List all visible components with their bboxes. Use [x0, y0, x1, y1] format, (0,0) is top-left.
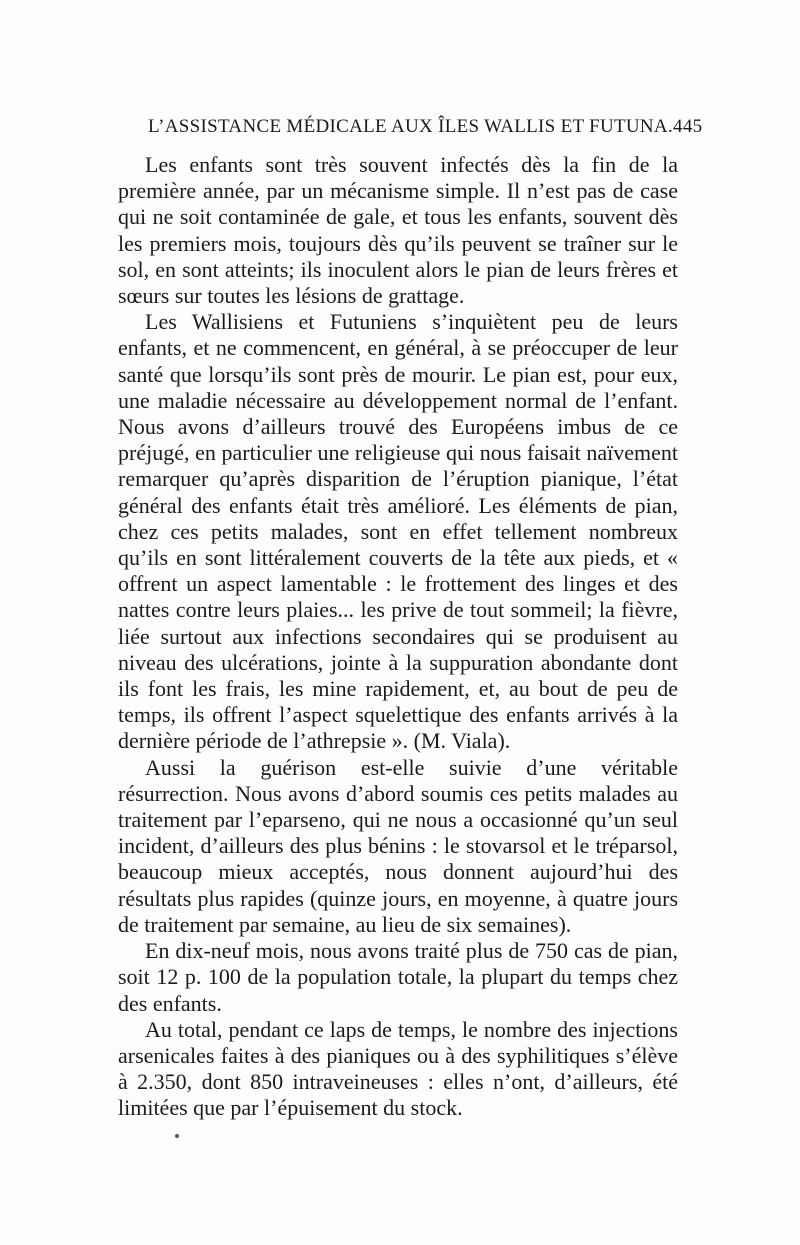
running-title: L’ASSISTANCE MÉDICALE AUX ÎLES WALLIS ET FUTUNA. [148, 116, 674, 137]
paragraph-treatment: Aussi la guérison est-elle suivie d’une véritable résurrection. Nous avons d’abord soumis ces petits malades au traitement par l’eparseno, qui ne nous a occasionné qu’un seul incident, d’ailleurs des plus bénins : le stovarsol et le tréparsol, beaucoup mieux acceptés, nous donnent aujourd’hui des résultats plus rapides (quinze jours, en moyenne, à quatre jours de traitement par semaine, au lieu de six semaines). [118, 754, 678, 937]
paragraph-cases: En dix-neuf mois, nous avons traité plus de 750 cas de pian, soit 12 p. 100 de la population totale, la plupart du temps chez des enfants. [118, 938, 678, 1016]
paragraph-infection: Les enfants sont très souvent infectés dès la fin de la première année, par un mécanisme simple. Il n’est pas de case qui ne soit contaminée de gale, et tous les enfants, souvent dès les premiers mois, toujours dès qu’ils peuvent se traîner sur le sol, en sont atteints; ils inoculent alors le pian de leurs frères et sœurs sur toutes les lésions de grattage. [118, 152, 678, 309]
ink-speck [175, 1134, 179, 1138]
paragraph-attitudes: Les Wallisiens et Futuniens s’inquiètent peu de leurs enfants, et ne commencent, en général, à se préoccuper de leur santé que lorsqu’ils sont près de mourir. Le pian est, pour eux, une maladie nécessaire au développement normal de l’enfant. Nous avons d’ailleurs trouvé des Européens imbus de ce préjugé, en particulier une religieuse qui nous faisait naïvement remarquer qu’après disparition de l’éruption pianique, l’état général des enfants était très amélioré. Les éléments de pian, chez ces petits malades, sont en effet tellement nombreux qu’ils en sont littéralement couverts de la tête aux pieds, et « offrent un aspect lamentable : le frottement des linges et des nattes contre leurs plaies... les prive de tout sommeil; la fièvre, liée surtout aux infections secondaires qui se produisent au niveau des ulcérations, jointe à la suppuration abondante dont ils font les frais, les mine rapidement, et, au bout de peu de temps, ils offrent l’aspect squelettique des enfants arrivés à la dernière période de l’athrepsie ». (M. Viala). [118, 309, 678, 754]
paragraph-injections: Au total, pendant ce laps de temps, le nombre des injections arsenicales faites à des pianiques ou à des syphilitiques s’élève à 2.350, dont 850 intraveineuses : elles n’ont, d’ailleurs, été limitées que par l’épuisement du stock. [118, 1016, 678, 1121]
body-text [118, 152, 678, 1122]
running-header [148, 116, 703, 138]
page-number: 445 [673, 116, 703, 137]
